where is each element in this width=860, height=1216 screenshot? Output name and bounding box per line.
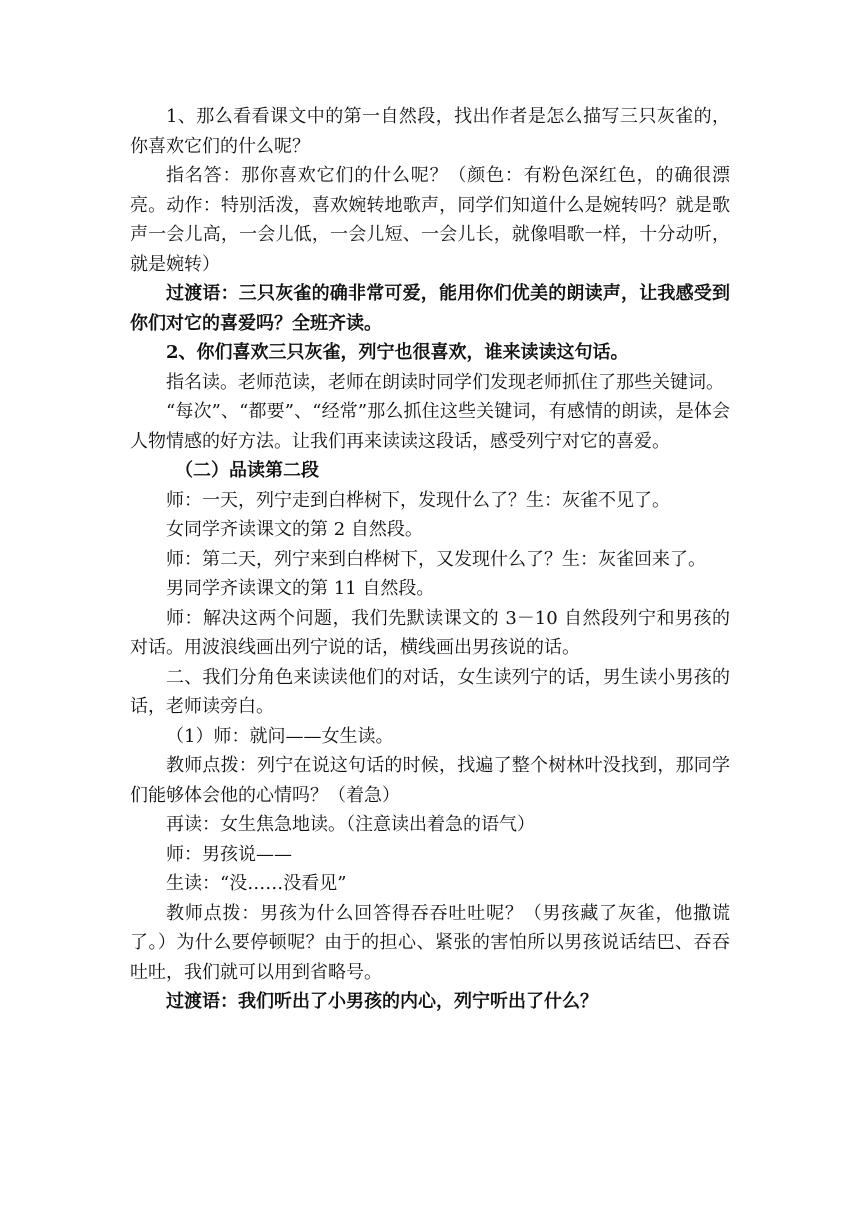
- paragraph-16: 再读：女生焦急地读。（注意读出着急的语气）: [166, 814, 535, 835]
- paragraph-1: 1、那么看看课文中的第一自然段，找出作者是怎么描写三只灰雀的，你喜欢它们的什么呢？: [130, 106, 730, 157]
- paragraph-11: 男同学齐读课文的第 11 自然段。: [166, 578, 435, 599]
- paragraph-6: “每次”、“都要”、“经常”那么抓住这些关键词，有感情的朗读，是体会人物情感的好方法。让我们再来读读这段话，感受列宁对它的喜爱。: [130, 401, 730, 452]
- paragraph-12: 师：解决这两个问题，我们先默读课文的 3－10 自然段列宁和男孩的对话。用波浪线画出列宁说的话，横线画出男孩说的话。: [130, 607, 730, 658]
- document-body: [130, 102, 730, 1017]
- paragraph-3-transition: 过渡语：三只灰雀的确非常可爱，能用你们优美的朗读声，让我感受到你们对它的喜爱吗？全班齐读。: [130, 283, 730, 334]
- paragraph-18: 生读：“没……没看见”: [166, 873, 347, 894]
- paragraph-9: 女同学齐读课文的第 2 自然段。: [166, 519, 423, 540]
- paragraph-13: 二、我们分角色来读读他们的对话，女生读列宁的话，男生读小男孩的话，老师读旁白。: [130, 666, 730, 717]
- paragraph-4: 2、你们喜欢三只灰雀，列宁也很喜欢，谁来读读这句话。: [166, 342, 629, 363]
- paragraph-17: 师：男孩说——: [166, 843, 292, 865]
- paragraph-8: 师：一天，列宁走到白桦树下，发现什么了？生：灰雀不见了。: [166, 489, 670, 511]
- paragraph-5: 指名读。老师范读，老师在朗读时同学们发现老师抓住了那些关键词。: [166, 371, 724, 393]
- paragraph-10: 师：第二天，列宁来到白桦树下，又发现什么了？生：灰雀回来了。: [166, 548, 706, 570]
- section-heading: （二）品读第二段: [175, 460, 319, 481]
- paragraph-14: （1）师：就问——女生读。: [166, 725, 394, 747]
- paragraph-19: 教师点拨：男孩为什么回答得吞吞吐吐呢？（男孩藏了灰雀，他撒谎了。）为什么要停顿呢？由于的担心、紧张的害怕所以男孩说话结巴、吞吞吐吐，我们就可以用到省略号。: [130, 902, 730, 983]
- paragraph-2: 指名答：那你喜欢它们的什么呢？（颜色：有粉色深红色，的确很漂亮。动作：特别活泼，喜欢婉转地歌声，同学们知道什么是婉转吗？就是歌声一会儿高，一会儿低，一会儿短、一会儿长，就像唱歌一样，十分动听，就是婉转）: [130, 165, 730, 275]
- paragraph-20-transition: 过渡语：我们听出了小男孩的内心，列宁听出了什么？: [166, 991, 598, 1012]
- paragraph-15: 教师点拨：列宁在说这句话的时候，找遍了整个树林叶没找到，那同学们能够体会他的心情吗？（着急）: [130, 755, 730, 806]
